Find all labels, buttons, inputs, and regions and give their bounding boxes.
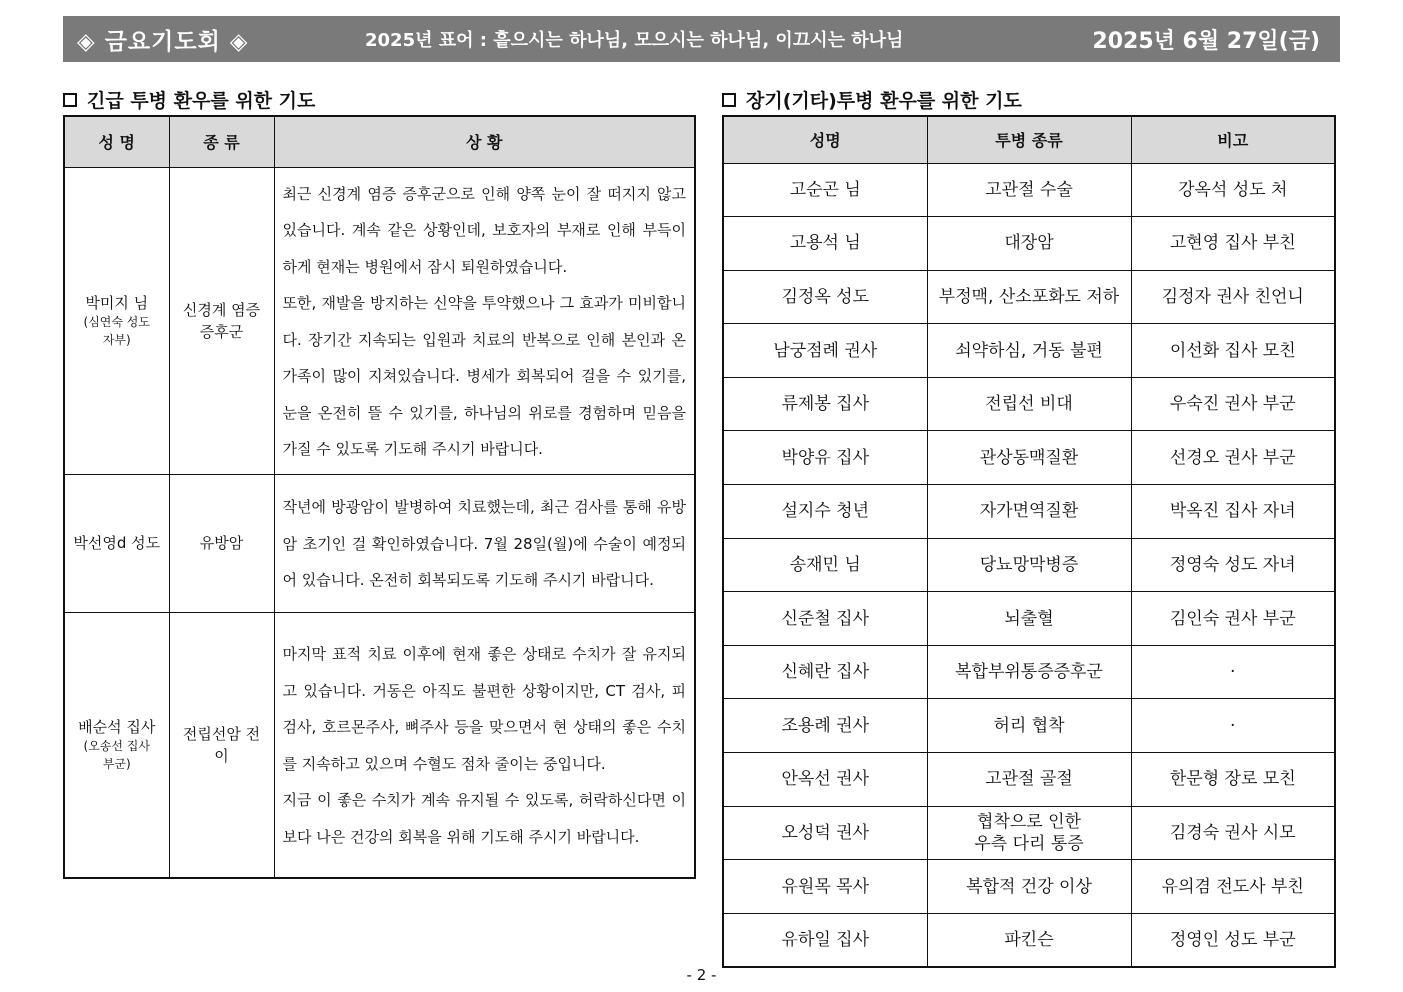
relation-note: 정영인 성도 부군: [1131, 913, 1335, 967]
patient-name-cell: [64, 612, 169, 878]
table-row: [723, 163, 1335, 217]
patient-relation: (오송선 집사 부군): [83, 738, 150, 771]
illness-kind: 복합적 건강 이상: [927, 860, 1131, 914]
patient-name: 남궁점례 권사: [723, 324, 927, 378]
illness-kind: 고관절 수술: [927, 163, 1131, 217]
patient-name: 박미지 님: [85, 293, 149, 312]
table-row: [64, 167, 695, 474]
patient-name-cell: [64, 167, 169, 474]
relation-note: 김인숙 권사 부군: [1131, 592, 1335, 646]
patient-name: 신혜란 집사: [723, 645, 927, 699]
longterm-prayer-table: [722, 115, 1336, 968]
relation-note: 이선화 집사 모친: [1131, 324, 1335, 378]
column-header-kind: 종 류: [169, 116, 274, 167]
table-row: [723, 645, 1335, 699]
illness-kind: 유방암: [169, 474, 274, 612]
illness-kind: 부정맥, 산소포화도 저하: [927, 270, 1131, 324]
illness-kind: 대장암: [927, 217, 1131, 271]
relation-note: ·: [1131, 645, 1335, 699]
table-row: [723, 699, 1335, 753]
table-row: [723, 860, 1335, 914]
relation-note: 김정자 권사 친언니: [1131, 270, 1335, 324]
patient-name: 고용석 님: [723, 217, 927, 271]
relation-note: 유의겸 전도사 부친: [1131, 860, 1335, 914]
relation-note: 정영숙 성도 자녀: [1131, 538, 1335, 592]
table-row: [723, 753, 1335, 807]
illness-kind: 허리 협착: [927, 699, 1131, 753]
column-header-situation: 상 황: [274, 116, 695, 167]
table-row: [64, 612, 695, 878]
column-header-kind: 투병 종류: [927, 116, 1131, 163]
situation-text: 마지막 표적 치료 이후에 현재 좋은 상태로 수치가 잘 유지되고 있습니다. 거동은 아직도 불편한 상황이지만, CT 검사, 피검사, 호르몬주사, 뼈주사 등을 맞으면서 현 상태의 좋은 수치를 지속하고 있으며 수혈도 점차 줄이는 중입니다. 지금 이 좋은 수치가 계속 유지될 수 있도록, 허락하신다면 이보다 나은 건강의 회복을 위해 기도해 주시기 바랍니다.: [274, 612, 695, 878]
urgent-title-text: 긴급 투병 환우를 위한 기도: [87, 90, 316, 112]
patient-name: 고순곤 님: [723, 163, 927, 217]
illness-kind: 협착으로 인한 우측 다리 통증: [927, 806, 1131, 860]
table-row: [723, 592, 1335, 646]
table-row: [723, 270, 1335, 324]
longterm-title-text: 장기(기타)투병 환우를 위한 기도: [746, 90, 1022, 112]
illness-kind: 전립선 비대: [927, 377, 1131, 431]
page-number: - 2 -: [686, 966, 717, 984]
year-motto: 2025년 표어 : 흩으시는 하나님, 모으시는 하나님, 이끄시는 하나님: [365, 30, 904, 51]
header-bar: [63, 16, 1340, 62]
situation-text: 최근 신경계 염증 증후군으로 인해 양쪽 눈이 잘 떠지지 않고 있습니다. 계속 같은 상황인데, 보호자의 부재로 인해 부득이 하게 현재는 병원에서 잠시 퇴원하였습니다. 또한, 재발을 방지하는 신약을 투약했으나 그 효과가 미비합니다. 장기간 지속되는 입원과 치료의 반복으로 인해 본인과 온 가족이 많이 지쳐있습니다. 병세가 회복되어 걸을 수 있기를, 눈을 온전히 뜰 수 있기를, 하나님의 위로를 경험하며 믿음을 가질 수 있도록 기도해 주시기 바랍니다.: [274, 167, 695, 474]
table-row: [723, 377, 1335, 431]
patient-name: 유하일 집사: [723, 913, 927, 967]
patient-relation: (심연숙 성도 자부): [83, 314, 150, 347]
relation-note: 한문형 장로 모친: [1131, 753, 1335, 807]
patient-name: 김정옥 성도: [723, 270, 927, 324]
patient-name: 안옥선 권사: [723, 753, 927, 807]
table-row: [723, 324, 1335, 378]
patient-name: 류제봉 집사: [723, 377, 927, 431]
patient-name: 박선영d 성도: [73, 534, 161, 552]
relation-note: 고현영 집사 부친: [1131, 217, 1335, 271]
table-row: [723, 217, 1335, 271]
patient-name: 신준철 집사: [723, 592, 927, 646]
column-header-name: 성명: [723, 116, 927, 163]
urgent-prayer-table: [63, 115, 696, 879]
relation-note: 선경오 권사 부군: [1131, 431, 1335, 485]
column-header-note: 비고: [1131, 116, 1335, 163]
patient-name: 송재민 님: [723, 538, 927, 592]
patient-name: 오성덕 권사: [723, 806, 927, 860]
longterm-section-title: [722, 86, 1022, 113]
illness-kind: 고관절 골절: [927, 753, 1131, 807]
meeting-title: ◈ 금요기도회 ◈: [77, 28, 249, 55]
patient-name: 박양유 집사: [723, 431, 927, 485]
table-row: [723, 538, 1335, 592]
meeting-date: 2025년 6월 27일(금): [1092, 28, 1320, 54]
urgent-section-title: [63, 86, 315, 113]
patient-name: 배순석 집사: [78, 717, 156, 736]
table-row: [723, 913, 1335, 967]
patient-name: 조용례 권사: [723, 699, 927, 753]
relation-note: 우숙진 권사 부군: [1131, 377, 1335, 431]
illness-kind: 자가면역질환: [927, 485, 1131, 539]
illness-kind: 뇌출혈: [927, 592, 1131, 646]
square-bullet-icon: [722, 93, 736, 107]
column-header-name: 성 명: [64, 116, 169, 167]
relation-note: ·: [1131, 699, 1335, 753]
illness-kind: 전립선암 전이: [169, 612, 274, 878]
relation-note: 강옥석 성도 처: [1131, 163, 1335, 217]
relation-note: 박옥진 집사 자녀: [1131, 485, 1335, 539]
square-bullet-icon: [63, 93, 77, 107]
table-header-row: [723, 116, 1335, 163]
table-row: [64, 474, 695, 612]
situation-text: 작년에 방광암이 발병하여 치료했는데, 최근 검사를 통해 유방암 초기인 걸 확인하였습니다. 7월 28일(월)에 수술이 예정되어 있습니다. 온전히 회복되도록 기도해 주시기 바랍니다.: [274, 474, 695, 612]
patient-name-cell: [64, 474, 169, 612]
relation-note: 김경숙 권사 시모: [1131, 806, 1335, 860]
illness-kind: 파킨슨: [927, 913, 1131, 967]
patient-name: 유원목 목사: [723, 860, 927, 914]
table-row: [723, 431, 1335, 485]
illness-kind: 당뇨망막병증: [927, 538, 1131, 592]
patient-name: 설지수 청년: [723, 485, 927, 539]
illness-kind: 신경계 염증 증후군: [169, 167, 274, 474]
table-row: [723, 806, 1335, 860]
table-header-row: [64, 116, 695, 167]
illness-kind: 관상동맥질환: [927, 431, 1131, 485]
table-row: [723, 485, 1335, 539]
illness-kind: 복합부위통증증후군: [927, 645, 1131, 699]
illness-kind: 쇠약하심, 거동 불편: [927, 324, 1131, 378]
